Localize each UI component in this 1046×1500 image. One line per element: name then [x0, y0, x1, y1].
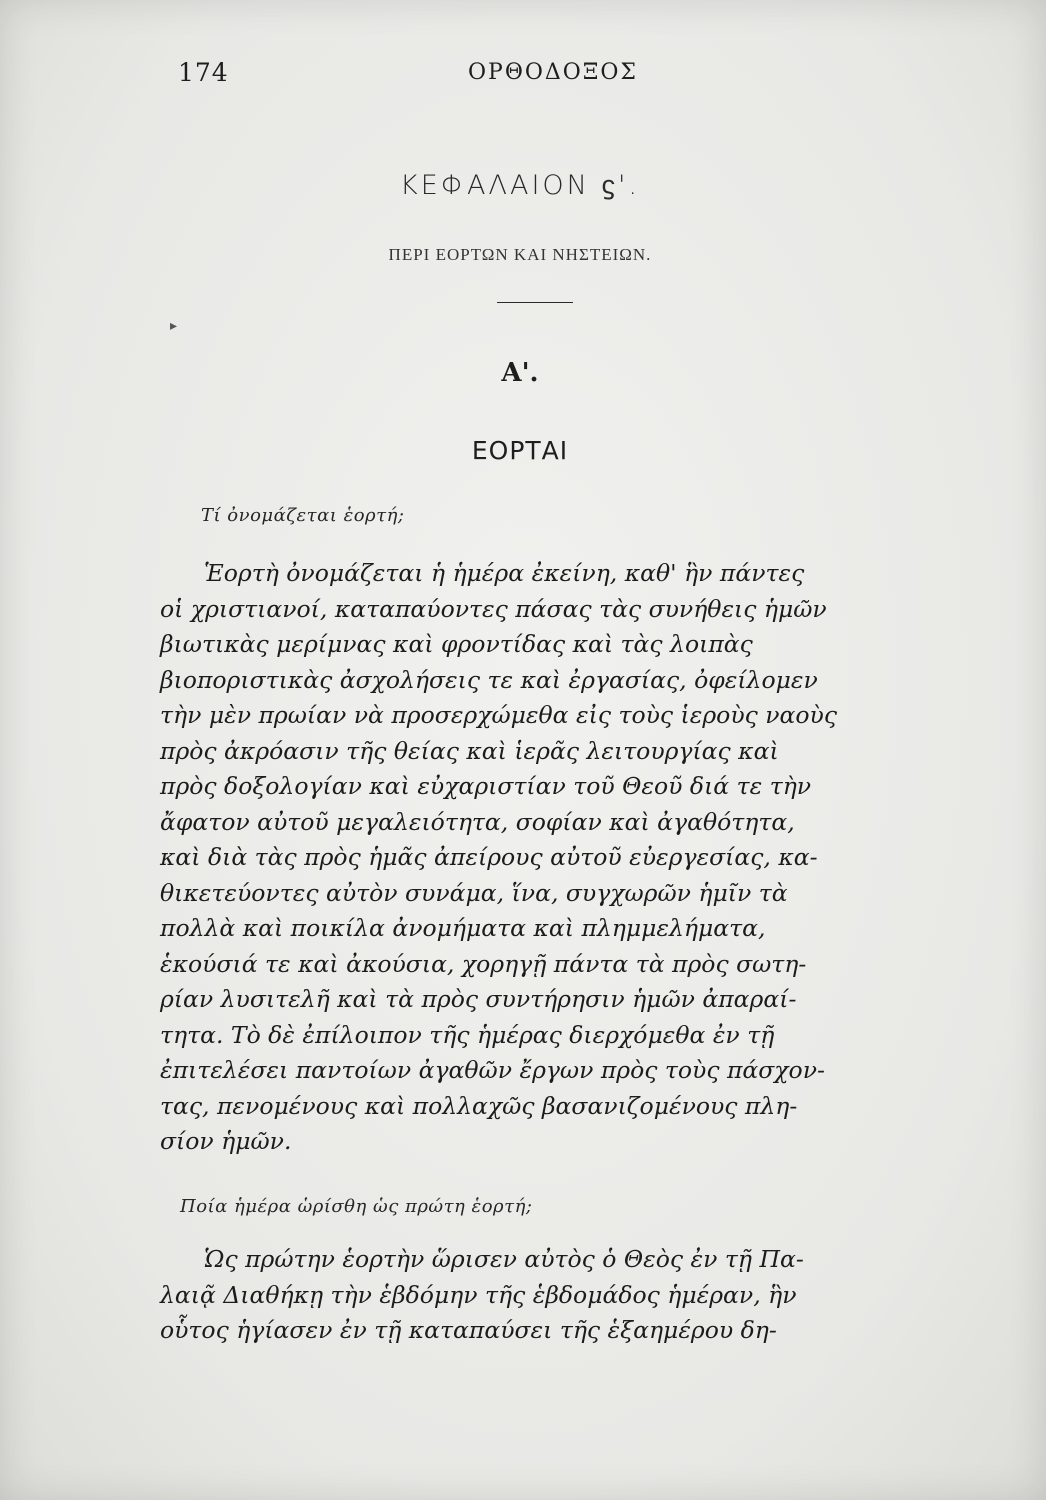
answer-1-line: καὶ διὰ τὰς πρὸς ἡμᾶς ἀπείρους αὐτοῦ εὐεργεσίας, κα- — [160, 843, 818, 871]
answer-2-line: Ὡς πρώτην ἑορτὴν ὥρισεν αὐτὸς ὁ Θεὸς ἐν τῇ Πα- — [204, 1245, 804, 1273]
answer-1-line: τας, πενομένους καὶ πολλαχῶς βασανιζομένους πλη- — [160, 1091, 798, 1120]
answer-1-line: πρὸς ἀκρόασιν τῆς θείας καὶ ἱερᾶς λειτουργίας καὶ — [160, 736, 779, 765]
answer-1-line: οἱ χριστιανοί, καταπαύοντες πάσας τὰς συνήθεις ἡμῶν — [160, 594, 827, 623]
answer-2 — [160, 1242, 900, 1349]
answer-1-line: θικετεύοντες αὐτὸν συνάμα, ἵνα, συγχωρῶν ἡμῖν τὰ — [160, 878, 788, 907]
section-title: ΕΟΡΤΑΙ — [471, 436, 569, 465]
chapter-subheading: ΠΕΡΙ ΕΟΡΤΩΝ ΚΑΙ ΝΗΣΤΕΙΩΝ. — [388, 245, 652, 264]
running-header — [0, 58, 1046, 98]
answer-1 — [160, 556, 900, 1160]
answer-1-line: σίον ἡμῶν. — [160, 1127, 292, 1155]
question-1: Τί ὀνομάζεται ἑορτή; — [201, 505, 405, 526]
answer-2-line: λαιᾷ Διαθήκῃ τὴν ἑβδόμην τῆς ἑβδομάδος ἡμέραν, ἣν — [160, 1280, 797, 1309]
answer-1-line: Ἑορτὴ ὀνομάζεται ἡ ἡμέρα ἐκείνη, καθ' ἣν πάντες — [204, 559, 805, 587]
question-2: Ποία ἡμέρα ὡρίσθη ὡς πρώτη ἑορτή; — [180, 1196, 533, 1217]
answer-2-line: οὗτος ἡγίασεν ἐν τῇ καταπαύσει τῆς ἑξαημέρου δη- — [160, 1316, 777, 1344]
stray-print-mark: ▸ — [170, 318, 178, 334]
answer-1-line: ἄφατον αὐτοῦ μεγαλειότητα, σοφίαν καὶ ἀγαθότητα, — [160, 807, 795, 836]
answer-1-line: πολλὰ καὶ ποικίλα ἀνομήματα καὶ πλημμελήματα, — [160, 914, 766, 942]
answer-1-line: πρὸς δοξολογίαν καὶ εὐχαριστίαν τοῦ Θεοῦ διά τε τὴν — [160, 772, 812, 800]
divider-rule — [497, 302, 573, 303]
answer-1-line: τὴν μὲν πρωίαν νὰ προσερχώμεθα εἰς τοὺς ἱεροὺς ναοὺς — [160, 701, 837, 729]
page-number: 174 — [178, 58, 229, 87]
answer-1-line: ρίαν λυσιτελῆ καὶ τὰ πρὸς συντήρησιν ἡμῶν ἀπαραί- — [160, 985, 797, 1013]
answer-1-line: ἑκούσιά τε καὶ ἀκούσια, χορηγῇ πάντα τὰ πρὸς σωτη- — [160, 949, 807, 978]
answer-1-line: βιωτικὰς μερίμνας καὶ φροντίδας καὶ τὰς λοιπὰς — [160, 630, 753, 658]
answer-1-line: ἐπιτελέσει παντοίων ἀγαθῶν ἔργων πρὸς τοὺς πάσχον- — [160, 1056, 825, 1084]
section-number: Α'. — [501, 358, 539, 388]
journal-title: ΟΡΘΟΔΟΞΟΣ — [468, 60, 638, 85]
chapter-heading: ΚΕΦΑΛΑΙΟΝ ϛ'. — [400, 170, 640, 201]
answer-1-line: βιοποριστικὰς ἀσχολήσεις τε καὶ ἐργασίας, ὀφείλομεν — [160, 665, 818, 694]
answer-1-line: τητα. Τὸ δὲ ἐπίλοιπον τῆς ἡμέρας διερχόμεθα ἐν τῇ — [160, 1020, 775, 1049]
